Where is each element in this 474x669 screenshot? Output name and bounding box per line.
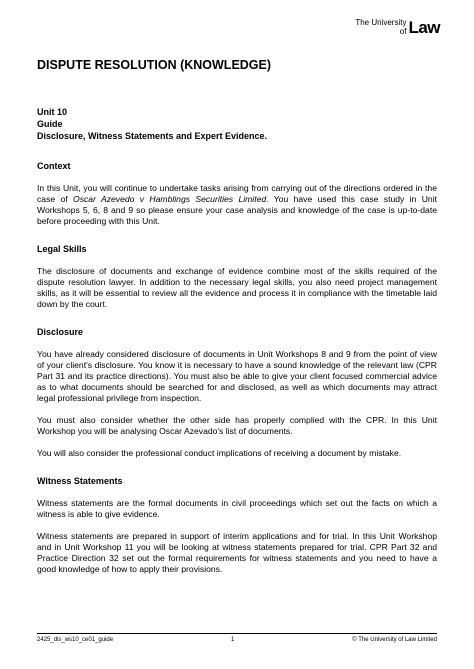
paragraph-text: Witness statements are the formal documents in civil proceedings which set out the facts on which a witness is able to give evidence.: [37, 498, 437, 519]
footer-page-number: 1: [231, 637, 235, 643]
sections-container: [37, 160, 437, 575]
section-heading: Context: [37, 161, 71, 171]
unit-info: [37, 106, 437, 142]
paragraph-text: You will also consider the professional conduct implications of receiving a document by mistake.: [37, 448, 402, 458]
paragraph-text: In this Unit, you will continue to undertake tasks arising from carrying out of the directions ordered in the case of: [37, 183, 437, 204]
section-paragraph: [37, 183, 437, 227]
footer-rule: [37, 633, 437, 634]
section-paragraph: [37, 415, 437, 437]
unit-topic: Disclosure, Witness Statements and Expert Evidence.: [37, 131, 267, 141]
logo-line-1: The University: [355, 18, 407, 27]
unit-number: Unit 10: [37, 107, 68, 117]
logo-word: Law: [408, 18, 440, 37]
page-footer: [37, 637, 437, 643]
university-logo: [355, 18, 440, 36]
section-paragraph: [37, 266, 437, 310]
section-paragraph: [37, 349, 437, 404]
case-name-italic: Oscar Azevedo v Hamblings Securities Limited: [73, 194, 267, 204]
logo-small-text: [355, 18, 406, 36]
logo-line-2: of: [399, 27, 407, 36]
section-paragraph: [37, 531, 437, 575]
paragraph-text: You must also consider whether the other side has properly complied with the CPR. In this Unit Workshop you will be analysing Oscar Azevado's list of documents.: [37, 415, 437, 436]
paragraph-text: . You have used this case study in Unit Workshops 5, 6, 8 and 9 so please ensure your case analysis and knowledge of the case is up-to-date before proceeding with this Unit.: [37, 194, 437, 226]
paragraph-text: The disclosure of documents and exchange of evidence combine most of the skills required of the dispute resolution lawyer. In addition to the necessary legal skills, you also need project management skills, as it will be essential to review all the evidence and process it in compliance with the timetable laid down by the court.: [37, 266, 437, 309]
document-title: DISPUTE RESOLUTION (KNOWLEDGE): [37, 58, 272, 72]
document-body: [37, 58, 437, 591]
section-heading: Legal Skills: [37, 244, 87, 254]
section-paragraph: [37, 448, 437, 459]
unit-type: Guide: [37, 119, 63, 129]
footer-copyright: © The University of Law Limited: [352, 637, 437, 643]
paragraph-text: Witness statements are prepared in support of interim applications and for trial. In this Unit Workshop and in Unit Workshop 11 you will be looking at witness statements prepared for trial. CPR Part 32 and Practice Direction 32 set out the formal requirements for witness statements and you need to have a good knowledge of how to apply their provisions.: [37, 531, 437, 574]
section-heading: Witness Statements: [37, 476, 123, 486]
section-heading: Disclosure: [37, 327, 84, 337]
paragraph-text: You have already considered disclosure of documents in Unit Workshops 8 and 9 from the point of view of your client's disclosure. You know it is necessary to have a sound knowledge of the relevant law (CPR Part 31 and its practice directions). You must also be able to give your client focused commercial advice as to what documents should be searched for and disclosed, as well as which documents may attract legal professional privilege from inspection.: [37, 349, 437, 403]
section-paragraph: [37, 498, 437, 520]
footer-doc-id: 2425_dis_ws10_ce01_guide: [37, 637, 114, 643]
